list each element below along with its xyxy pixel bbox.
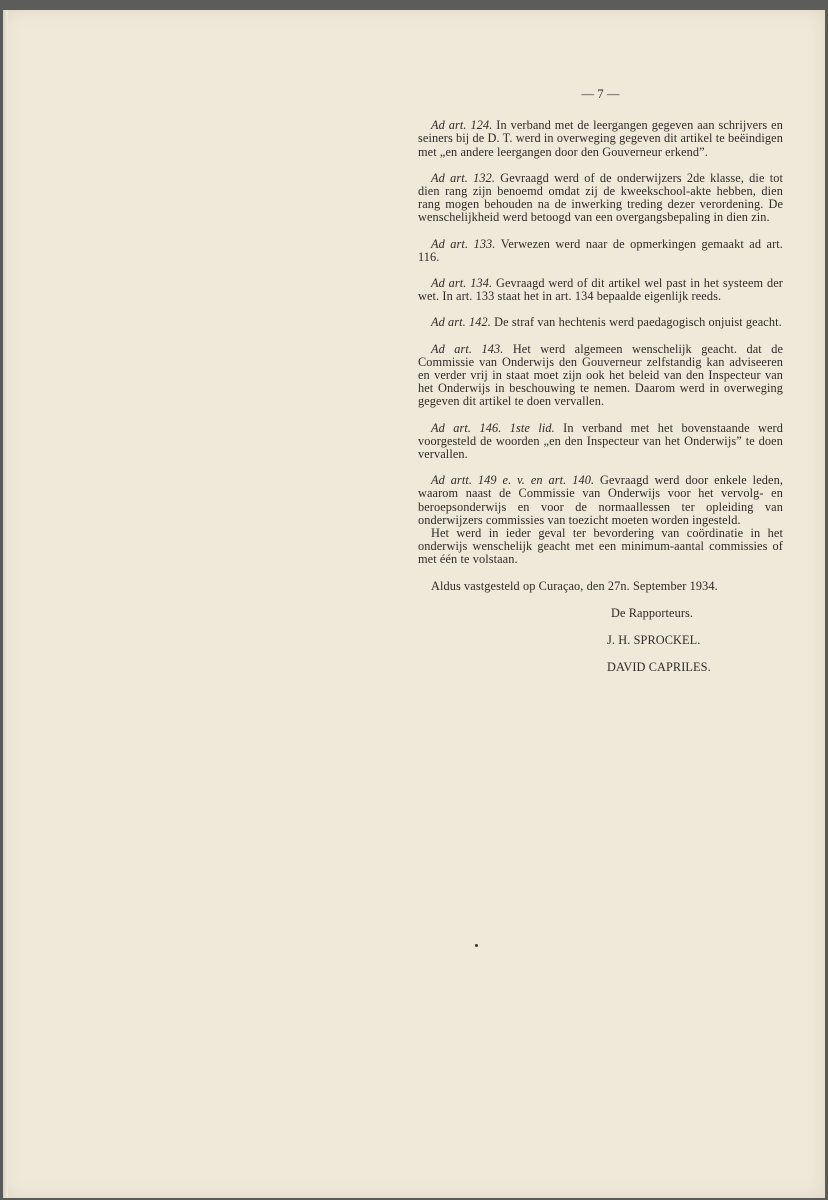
scan-background xyxy=(0,0,828,10)
paragraph-text: Het werd algemeen wenschelijk geacht. dat de Commissie van Onderwijs den Gouverneur zelfstandig kan adviseeren en verder vrij in staat moet zijn ook het beleid van den Inspecteur van het Onderwijs in beschouwing te nemen. Daarom werd in overweging gegeven dit artikel te doen vervallen. xyxy=(418,341,784,409)
paragraph-art-142 xyxy=(418,316,783,329)
article-ref: Ad art. 143. xyxy=(431,341,504,356)
page-content xyxy=(418,88,783,689)
article-ref: Ad art. 134. xyxy=(431,276,493,291)
document-page xyxy=(3,10,825,1198)
signatory-sprockel: J. H. SPROCKEL. xyxy=(607,633,701,648)
paragraph-text: Verwezen werd naar de opmerkingen gemaakt ad art. 116. xyxy=(418,236,783,264)
closing-statement: Aldus vastgesteld op Curaçao, den 27n. September 1934. xyxy=(431,578,718,593)
article-ref: Ad art. 146. 1ste lid. xyxy=(431,420,555,435)
paragraph-followup: Het werd in ieder geval ter bevordering van coördinatie in het onderwijs wenschelijk geacht met een minimum-aantal commissies of met één te volstaan. xyxy=(418,526,783,567)
paragraph-art-124 xyxy=(418,119,783,159)
article-ref: Ad art. 142. xyxy=(431,315,491,330)
page-number: — 7 — xyxy=(581,87,620,101)
paragraph-art-143 xyxy=(418,343,783,409)
paragraph-text: Gevraagd werd of de onderwijzers 2de klasse, die tot dien rang zijn benoemd omdat zij de kweekschool-akte hebben, dien rang mogen behouden na de inwerking treding dezer verordening. De wenschelijkheid werd betoogd van een overgangsbepaling in dien zin. xyxy=(418,170,784,225)
signature-title: De Rapporteurs. xyxy=(611,605,694,620)
paragraph-text: Gevraagd werd of dit artikel wel past in het systeem der wet. In art. 133 staat het in art. 134 bepaalde eigenlijk reeds. xyxy=(418,276,784,304)
paragraph-art-146 xyxy=(418,422,783,462)
page-fold-shadow xyxy=(3,10,8,1198)
signatory-capriles: DAVID CAPRILES. xyxy=(607,660,711,675)
article-ref: Ad art. 124. xyxy=(431,118,493,133)
paragraph-art-133 xyxy=(418,238,783,264)
paragraph-art-149 xyxy=(418,474,783,527)
paragraph-text: Gevraagd werd door enkele leden, waarom naast de Commissie van Onderwijs voor het vervolg- en beroepsonderwijs en voor de normaallessen ter opleiding van onderwijzers commissies van toezicht moeten worden ingesteld. xyxy=(418,473,783,527)
article-ref: Ad artt. 149 e. v. en art. 140. xyxy=(431,473,595,488)
article-ref: Ad art. 133. xyxy=(431,236,496,251)
ink-speck xyxy=(475,944,478,947)
paragraph-art-132 xyxy=(418,172,783,225)
paragraph-text: De straf van hechtenis werd paedagogisch onjuist geacht. xyxy=(490,315,782,330)
article-ref: Ad art. 132. xyxy=(431,170,496,185)
paragraph-art-134 xyxy=(418,277,783,303)
paragraph-text: In verband met de leergangen gegeven aan schrijvers en seiners bij de D. T. werd in overweging gegeven dit artikel te beëindigen met „en andere leergangen door den Gouverneur erkend”. xyxy=(418,118,783,159)
paragraph-text: In verband met het bovenstaande werd voorgesteld de woorden „en den Inspecteur van het Onderwijs” te doen vervallen. xyxy=(418,420,783,462)
